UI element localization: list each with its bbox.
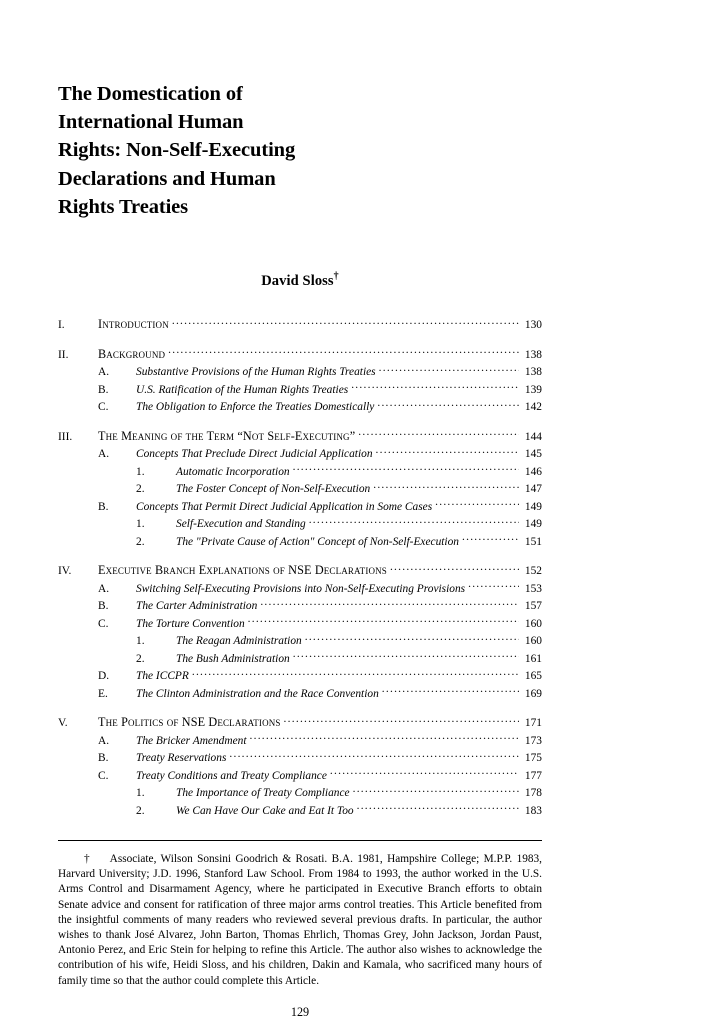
toc-leader-dots <box>358 428 519 440</box>
toc-entry-title: Self-Execution and Standing <box>176 518 306 531</box>
toc-entry-page: 178 <box>524 787 542 800</box>
toc-entry-label: D. <box>98 670 110 683</box>
toc-leader-dots <box>293 463 519 475</box>
toc-entry[interactable] <box>58 767 542 785</box>
toc-entry-page: 171 <box>524 717 542 730</box>
toc-entry-label: 2. <box>136 535 145 548</box>
toc-entry-label: B. <box>98 383 109 396</box>
toc-leader-dots <box>293 650 519 662</box>
author-byline <box>58 273 542 290</box>
toc-entry[interactable] <box>58 597 542 615</box>
toc-leader-dots <box>305 632 519 644</box>
footnote-divider <box>58 840 542 841</box>
toc-entry-page: 175 <box>524 752 542 765</box>
toc-entry-page: 130 <box>524 319 542 332</box>
toc-leader-dots <box>373 480 519 492</box>
author-footnote-marker: † <box>333 271 339 283</box>
toc-entry-label: 2. <box>136 483 145 496</box>
page-number: 129 <box>290 1004 310 1019</box>
toc-entry[interactable] <box>58 381 542 399</box>
toc-entry-page: 157 <box>524 600 542 613</box>
toc-leader-dots <box>250 732 519 744</box>
toc-entry-page: 149 <box>524 500 542 513</box>
toc-entry-title: Concepts That Permit Direct Judicial Application in Some Cases <box>136 500 433 513</box>
toc-entry[interactable] <box>58 632 542 650</box>
toc-entry[interactable] <box>58 667 542 685</box>
toc-entry-page: 151 <box>524 535 542 548</box>
toc-entry[interactable] <box>58 714 542 732</box>
toc-entry-label: C. <box>98 617 109 630</box>
toc-leader-dots <box>376 445 519 457</box>
toc-entry-label: III. <box>58 430 73 443</box>
toc-entry-label: A. <box>98 582 110 595</box>
toc-entry-label: C. <box>98 769 109 782</box>
toc-entry-page: 144 <box>524 430 542 443</box>
toc-entry[interactable] <box>58 784 542 802</box>
toc-entry-title: U.S. Ratification of the Human Rights Treaties <box>136 383 349 396</box>
toc-entry-label: IV. <box>58 565 72 578</box>
toc-entry-label: E. <box>98 687 108 700</box>
toc-entry-page: 145 <box>524 448 542 461</box>
toc-entry-title: The Meaning of the Term “Not Self-Executing” <box>98 428 356 443</box>
toc-entry-label: C. <box>98 401 109 414</box>
toc-entry-page: 149 <box>524 518 542 531</box>
toc-entry-title: Introduction <box>98 317 169 332</box>
toc-entry-label: 1. <box>136 518 145 531</box>
toc-entry-title: The Politics of NSE Declarations <box>98 715 281 730</box>
toc-entry[interactable] <box>58 650 542 668</box>
toc-entry-title: The Carter Administration <box>136 600 258 613</box>
toc-leader-dots <box>351 381 519 393</box>
toc-entry-page: 169 <box>524 687 542 700</box>
toc-entry[interactable] <box>58 749 542 767</box>
toc-leader-dots <box>284 714 519 726</box>
toc-entry[interactable] <box>58 562 542 580</box>
toc-entry-page: 173 <box>524 734 542 747</box>
toc-entry-label: A. <box>98 448 110 461</box>
toc-group <box>58 714 542 819</box>
toc-entry[interactable] <box>58 480 542 498</box>
page-content <box>58 80 542 1020</box>
toc-group-gap <box>58 550 542 562</box>
toc-leader-dots <box>192 667 519 679</box>
toc-entry[interactable] <box>58 515 542 533</box>
toc-entry-label: A. <box>98 366 110 379</box>
toc-entry-label: A. <box>98 734 110 747</box>
toc-entry-label: B. <box>98 500 109 513</box>
toc-leader-dots <box>357 802 519 814</box>
toc-leader-dots <box>468 580 519 592</box>
toc-entry-page: 160 <box>524 617 542 630</box>
toc-entry-title: The Clinton Administration and the Race Convention <box>136 687 379 700</box>
toc-entry[interactable] <box>58 346 542 364</box>
toc-entry[interactable] <box>58 428 542 446</box>
toc-group <box>58 316 542 334</box>
toc-group <box>58 562 542 702</box>
toc-entry-title: Automatic Incorporation <box>176 465 290 478</box>
table-of-contents <box>58 316 542 819</box>
toc-entry-title: The Importance of Treaty Compliance <box>176 787 350 800</box>
toc-entry-title: Substantive Provisions of the Human Rights Treaties <box>136 366 376 379</box>
toc-entry-label: 2. <box>136 652 145 665</box>
toc-entry-title: Executive Branch Explanations of NSE Declarations <box>98 563 387 578</box>
toc-entry-title: Treaty Reservations <box>136 752 227 765</box>
toc-entry-label: II. <box>58 348 69 361</box>
toc-entry-title: Switching Self-Executing Provisions into Non-Self-Executing Provisions <box>136 582 466 595</box>
toc-leader-dots <box>382 685 519 697</box>
toc-leader-dots <box>462 533 519 545</box>
toc-entry[interactable] <box>58 802 542 820</box>
toc-entry-page: 139 <box>524 383 542 396</box>
toc-entry-title: The Obligation to Enforce the Treaties Domestically <box>136 401 375 414</box>
toc-group-gap <box>58 702 542 714</box>
toc-entry-label: B. <box>98 600 109 613</box>
toc-leader-dots <box>168 346 519 358</box>
toc-leader-dots <box>390 562 519 574</box>
toc-entry-page: 147 <box>524 483 542 496</box>
toc-entry-label: V. <box>58 717 68 730</box>
toc-entry[interactable] <box>58 445 542 463</box>
title-line: Rights Treaties <box>58 195 189 218</box>
toc-leader-dots <box>435 498 519 510</box>
toc-leader-dots <box>330 767 519 779</box>
toc-leader-dots <box>172 316 519 328</box>
toc-group <box>58 346 542 416</box>
page-title <box>58 80 358 221</box>
toc-entry-page: 138 <box>524 348 542 361</box>
title-line: Rights: Non-Self-Executing <box>58 139 296 162</box>
toc-entry[interactable] <box>58 615 542 633</box>
toc-leader-dots <box>353 784 519 796</box>
toc-entry[interactable] <box>58 533 542 551</box>
toc-group <box>58 428 542 551</box>
toc-entry-page: 183 <box>524 804 542 817</box>
toc-entry-title: We Can Have Our Cake and Eat It Too <box>176 804 354 817</box>
toc-entry[interactable] <box>58 685 542 703</box>
toc-leader-dots <box>377 398 519 410</box>
toc-entry-page: 160 <box>524 635 542 648</box>
toc-entry-title: Concepts That Preclude Direct Judicial Application <box>136 448 373 461</box>
toc-leader-dots <box>229 749 519 761</box>
toc-entry[interactable] <box>58 580 542 598</box>
toc-entry-title: The ICCPR <box>136 670 189 683</box>
toc-entry-label: 1. <box>136 787 145 800</box>
toc-leader-dots <box>248 615 519 627</box>
toc-entry-title: The Bricker Amendment <box>136 734 247 747</box>
toc-entry[interactable] <box>58 363 542 381</box>
toc-leader-dots <box>379 363 519 375</box>
footnote-text: Associate, Wilson Sonsini Goodrich & Rosati. B.A. 1981, Hampshire College; M.P.P. 1983, Harvard University; J.D. 1996, Stanford Law School. From 1984 to 1993, the author worked in the U.S. Arms Control and Disarmament Agency, where he participated in Executive Branch efforts to obtain Senate advice and consent for ratification of three major arms control treaties. This Article benefited from the insightful comments of many readers who reviewed several previous drafts. In particular, the author wishes to thank José Alvarez, John Barton, Thomas Ehrlich, Thomas Grey, John Jackson, Jordan Paust, Antonio Perez, and Eric Stein for helping to refine this Article. The author also wishes to acknowledge the contribution of his wife, Heidi Sloss, and his children, Dakin and Kamala, who sacrificed many hours of family time so that the author could complete this Article. <box>58 853 542 987</box>
author-name: David Sloss <box>261 273 334 290</box>
toc-group-gap <box>58 334 542 346</box>
title-line: International Human <box>58 111 244 134</box>
toc-entry-page: 177 <box>524 769 542 782</box>
footnote-marker: † <box>84 853 90 866</box>
toc-entry-page: 138 <box>524 366 542 379</box>
toc-entry-page: 152 <box>524 565 542 578</box>
toc-entry-page: 146 <box>524 465 542 478</box>
toc-entry-page: 165 <box>524 670 542 683</box>
author-footnote <box>58 852 542 989</box>
toc-entry[interactable] <box>58 316 542 334</box>
toc-entry-label: 2. <box>136 804 145 817</box>
toc-entry-title: The Bush Administration <box>176 652 290 665</box>
title-line: The Domestication of <box>58 83 243 105</box>
toc-entry-title: The "Private Cause of Action" Concept of Non-Self-Execution <box>176 535 459 548</box>
toc-entry-label: B. <box>98 752 109 765</box>
toc-entry[interactable] <box>58 463 542 481</box>
toc-leader-dots <box>309 515 519 527</box>
toc-entry-page: 142 <box>524 401 542 414</box>
toc-entry-label: I. <box>58 319 65 332</box>
toc-entry[interactable] <box>58 398 542 416</box>
toc-entry-title: The Reagan Administration <box>176 635 302 648</box>
toc-entry-title: The Foster Concept of Non-Self-Execution <box>176 483 371 496</box>
toc-leader-dots <box>260 597 519 609</box>
toc-entry[interactable] <box>58 498 542 516</box>
toc-entry-title: Background <box>98 346 166 361</box>
toc-entry[interactable] <box>58 732 542 750</box>
toc-entry-page: 161 <box>524 652 542 665</box>
toc-entry-title: Treaty Conditions and Treaty Compliance <box>136 769 327 782</box>
title-line: Declarations and Human <box>58 167 276 190</box>
toc-entry-title: The Torture Convention <box>136 617 245 630</box>
toc-entry-page: 153 <box>524 582 542 595</box>
toc-group-gap <box>58 416 542 428</box>
toc-entry-label: 1. <box>136 635 145 648</box>
toc-entry-label: 1. <box>136 465 145 478</box>
